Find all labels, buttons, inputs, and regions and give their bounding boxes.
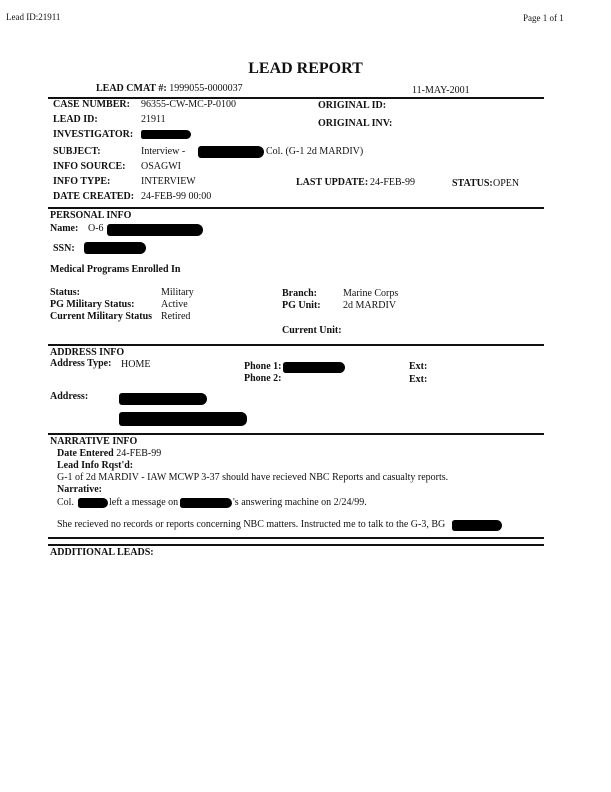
- divider-additional-1: [48, 537, 544, 539]
- original-id-label: ORIGINAL ID:: [318, 100, 387, 111]
- info-type-label: INFO TYPE:: [53, 176, 111, 187]
- narrative-label: Narrative:: [57, 484, 102, 495]
- info-source-label: INFO SOURCE:: [53, 161, 126, 172]
- redaction-address-2: [119, 412, 247, 426]
- date-entered: [57, 448, 161, 459]
- name-label: Name:: [50, 223, 79, 234]
- lead-cmat: [96, 83, 243, 94]
- report-title: LEAD REPORT: [248, 60, 363, 77]
- narrative-line1-a: Col.: [57, 497, 74, 508]
- page-lead-id: Lead ID:21911: [6, 12, 61, 22]
- address-type-label: Address Type:: [50, 358, 112, 369]
- lead-info-label: Lead Info Rqst'd:: [57, 460, 134, 471]
- pg-military-label: PG Military Status:: [50, 299, 135, 310]
- narrative-line2: She recieved no records or reports concerning NBC matters. Instructed me to talk to the G-3, BG: [57, 519, 446, 530]
- personal-heading: PERSONAL INFO: [50, 210, 132, 221]
- address-type: HOME: [121, 359, 151, 370]
- status-military-label: Status:: [50, 287, 81, 298]
- pg-military: Active: [161, 299, 188, 310]
- date-created: 24-FEB-99 00:00: [141, 191, 212, 202]
- redaction-address-1: [119, 393, 207, 405]
- date-entered-value: 24-FEB-99: [116, 448, 162, 459]
- narrative-heading: NARRATIVE INFO: [50, 436, 138, 447]
- ssn-label: SSN:: [53, 243, 75, 254]
- redaction-narrative-1: [78, 498, 108, 508]
- subject-prefix: Interview -: [141, 146, 186, 157]
- branch: Marine Corps: [343, 288, 399, 299]
- case-number-label: CASE NUMBER:: [53, 99, 130, 110]
- subject-label: SUBJECT:: [53, 146, 101, 157]
- divider-additional-2: [48, 544, 544, 546]
- current-military: Retired: [161, 311, 191, 322]
- branch-label: Branch:: [282, 288, 317, 299]
- lead-cmat-label: LEAD CMAT #:: [96, 83, 167, 94]
- current-unit-label: Current Unit:: [282, 325, 342, 336]
- lead-info-text: G-1 of 2d MARDIV - IAW MCWP 3-37 should have recieved NBC Reports and casualty reports.: [57, 472, 449, 483]
- name-prefix: O-6: [88, 223, 104, 234]
- additional-leads-label: ADDITIONAL LEADS:: [50, 547, 154, 558]
- medical-programs-label: Medical Programs Enrolled In: [50, 264, 181, 275]
- divider-narrative: [48, 433, 544, 435]
- info-type: INTERVIEW: [141, 176, 196, 187]
- redaction-subject: [198, 146, 264, 158]
- redaction-ssn: [84, 242, 146, 254]
- pg-unit: 2d MARDIV: [343, 300, 397, 311]
- info-source: OSAGWI: [141, 161, 181, 172]
- page-number: Page 1 of 1: [523, 13, 564, 23]
- address-label: Address:: [50, 391, 89, 402]
- investigator-label: INVESTIGATOR:: [53, 129, 134, 140]
- ext1-label: Ext:: [409, 361, 428, 372]
- last-update: 24-FEB-99: [370, 177, 415, 188]
- phone1-label: Phone 1:: [244, 361, 282, 372]
- divider-personal: [48, 207, 544, 209]
- redaction-narrative-3: [452, 520, 502, 531]
- address-heading: ADDRESS INFO: [50, 347, 125, 358]
- redaction-phone1: [283, 362, 345, 373]
- phone2-label: Phone 2:: [244, 373, 282, 384]
- narrative-line1-c: 's answering machine on 2/24/99.: [233, 497, 367, 508]
- last-update-label: LAST UPDATE:: [296, 177, 369, 188]
- lead-id-value: 21911: [141, 114, 166, 125]
- pg-unit-label: PG Unit:: [282, 300, 321, 311]
- narrative-line1-b: left a message on: [109, 497, 179, 508]
- original-inv-label: ORIGINAL INV:: [318, 118, 393, 129]
- status-military: Military: [161, 287, 194, 298]
- status-value: OPEN: [493, 178, 520, 189]
- lead-id-label: LEAD ID:: [53, 114, 98, 125]
- subject-suffix: Col. (G-1 2d MARDIV): [266, 146, 364, 157]
- date-created-label: DATE CREATED:: [53, 191, 135, 202]
- lead-cmat-value: 1999055-0000037: [169, 83, 243, 94]
- current-military-label: Current Military Status: [50, 311, 153, 322]
- report-date: 11-MAY-2001: [412, 85, 470, 96]
- redaction-narrative-2: [180, 498, 232, 508]
- redaction-investigator: [141, 130, 191, 139]
- status-label: STATUS:: [452, 178, 493, 189]
- ext2-label: Ext:: [409, 374, 428, 385]
- date-entered-label: Date Entered: [57, 448, 114, 459]
- redaction-name: [107, 224, 203, 236]
- divider-address: [48, 344, 544, 346]
- case-number: 96355-CW-MC-P-0100: [141, 99, 236, 110]
